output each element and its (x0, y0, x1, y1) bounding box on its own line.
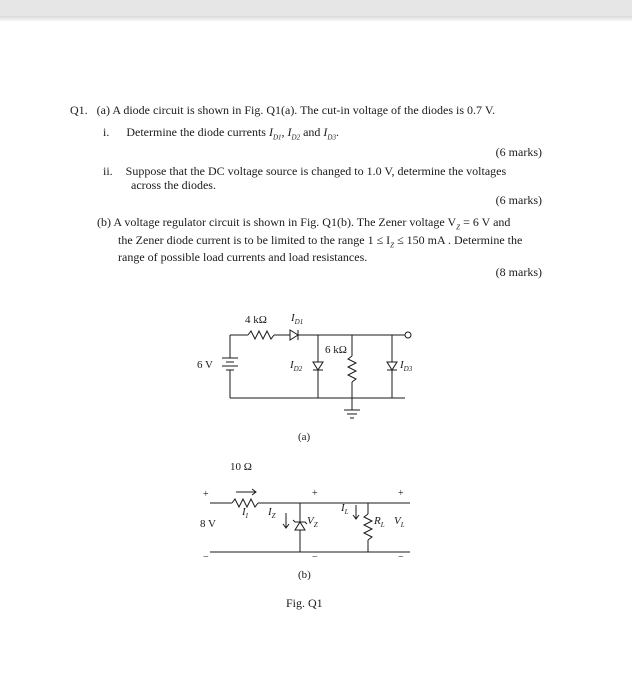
label-vz: $V_Z$ (307, 515, 318, 529)
part-a-i: i. Determine the diode currents $I_{D1}$, $I_{D2}$ and $I_{D3}$. (103, 125, 339, 142)
part-a-intro: (a) A diode circuit is shown in Fig. Q1(a). The cut-in voltage of the diodes is 0.7 V. (96, 103, 495, 117)
plus-zener: + (312, 488, 318, 499)
resistor-6k (348, 356, 356, 382)
label-4k: 4 kΩ (245, 314, 267, 326)
label-il: $I_L$ (341, 502, 349, 516)
label-rl: $R_L$ (374, 515, 385, 529)
diode-d2 (313, 362, 323, 370)
part-b-text-end: ≤ 150 mA . Determine the (397, 233, 523, 247)
part-a-ii-line2: across the diodes. (131, 178, 216, 192)
part-b-line2: the Zener diode current is to be limited to the range $1 \le I_Z \le 150$ mA . Determine the (118, 233, 523, 250)
minus-load: − (398, 552, 404, 563)
label-6k: 6 kΩ (325, 344, 347, 356)
resistor-4k (248, 331, 274, 339)
label-ii: $I_I$ (242, 506, 249, 520)
plus-load: + (398, 488, 404, 499)
part-b-line1: (b) A voltage regulator circuit is shown in Fig. Q1(b). The Zener voltage $V_Z = 6$ V and (97, 215, 511, 232)
plus-source: + (203, 489, 209, 500)
item-text: Determine the diode currents (126, 125, 266, 139)
item-text-and: and (303, 125, 321, 139)
resistor-load (364, 514, 372, 540)
label-id2: $I_{D2}$ (290, 359, 303, 373)
marks-b: (8 marks) (495, 265, 542, 279)
part-b-text: the Zener diode current is to be limited to the range 1 ≤ I (118, 233, 391, 247)
label-id1: $I_{D1}$ (291, 312, 304, 326)
caption-a: (a) (298, 431, 311, 443)
diode-d3 (387, 362, 397, 370)
figure-a-circuit (222, 330, 411, 418)
minus-source: − (203, 552, 209, 563)
diode-d1 (290, 330, 298, 340)
label-vl: $V_L$ (394, 515, 405, 529)
item-number: ii. (103, 164, 113, 178)
figure-caption: Fig. Q1 (286, 596, 323, 610)
minus-zener: − (312, 552, 318, 563)
part-b-line3: range of possible load currents and load resistances. (118, 250, 368, 264)
item-text: Suppose that the DC voltage source is changed to 1.0 V, determine the voltages (125, 164, 507, 178)
label-8v: 8 V (200, 518, 216, 530)
question-number: Q1. (70, 103, 88, 117)
marks-a-i: (6 marks) (495, 145, 542, 159)
label-iz: $I_Z$ (268, 506, 276, 520)
part-b-text: (b) A voltage regulator circuit is shown in Fig. Q1(b). The Zener voltage V (97, 215, 457, 229)
caption-b: (b) (298, 569, 311, 581)
label-10ohm: 10 Ω (230, 461, 252, 473)
part-b-text-end: = 6 V and (463, 215, 511, 229)
zener-diode (295, 522, 305, 530)
label-id3: $I_{D3}$ (400, 359, 413, 373)
marks-a-ii: (6 marks) (495, 193, 542, 207)
label-6v: 6 V (197, 359, 213, 371)
item-number: i. (103, 125, 110, 139)
